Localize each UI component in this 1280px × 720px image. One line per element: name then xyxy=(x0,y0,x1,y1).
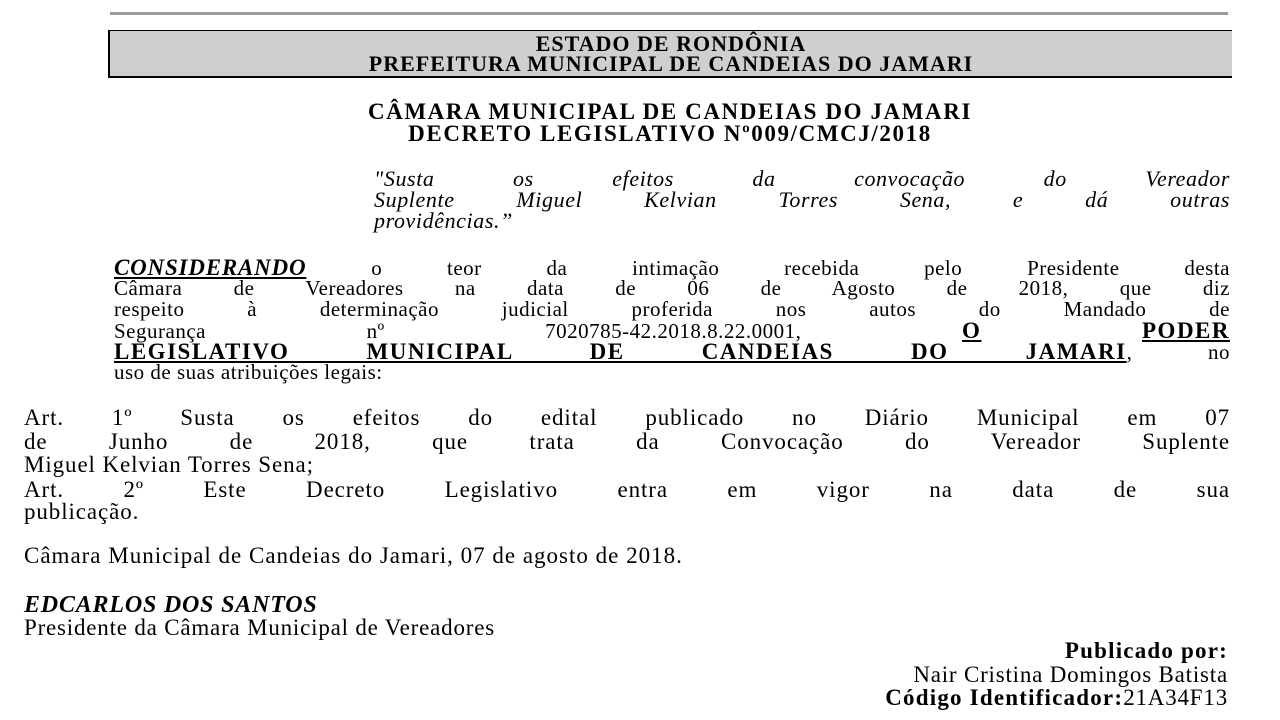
publisher-name: Nair Cristina Domingos Batista xyxy=(913,662,1228,687)
considerando-line-2: Câmara de Vereadores na data de 06 de Agosto de 2018, que diz xyxy=(114,276,1230,300)
art1-line-2: de Junho de 2018, que trata da Convocação do Vereador Suplente xyxy=(24,429,1230,454)
considerando-poder: PODER xyxy=(1142,318,1230,343)
considerando-keyword: CONSIDERANDO xyxy=(114,255,307,280)
art1-line-1: Art. 1º Susta os efeitos do edital publicado no Diário Municipal em 07 xyxy=(24,405,1230,430)
ementa-line-2: Suplente Miguel Kelvian Torres Sena, e dá outras xyxy=(374,187,1230,212)
art2-line-2: publicação. xyxy=(24,499,140,524)
ementa-line-1: "Susta os efeitos da convocação do Vereador xyxy=(374,166,1230,191)
header-state: ESTADO DE RONDÔNIA xyxy=(535,31,807,56)
identifier-code-label: Código Identificador: xyxy=(885,685,1124,710)
signer-role: Presidente da Câmara Municipal de Vereadores xyxy=(24,615,495,640)
published-by-label: Publicado por: xyxy=(1064,638,1228,663)
identifier-code: 21A34F13 xyxy=(1123,685,1228,710)
signer-name: EDCARLOS DOS SANTOS xyxy=(24,592,318,618)
considerando-legislativo: LEGISLATIVO MUNICIPAL DE CANDEIAS DO JAMARI xyxy=(114,339,1127,364)
considerando-seguranca: Segurança xyxy=(114,319,206,343)
identifier-code-line xyxy=(885,685,1228,711)
considerando-line-5-rest: , no xyxy=(1126,340,1230,364)
considerando-case-number: 7020785-42.2018.8.22.0001, xyxy=(545,319,802,343)
considerando-line-1-text: o teor da intimação recebida pelo Presidente desta xyxy=(371,256,1230,280)
considerando-o: O xyxy=(962,318,982,343)
top-rule xyxy=(110,12,1228,15)
place-date: Câmara Municipal de Candeias do Jamari, 07 de agosto de 2018. xyxy=(24,543,683,568)
considerando-numero-sign: nº xyxy=(366,319,385,343)
art2-line-1: Art. 2º Este Decreto Legislativo entra em vigor na data de sua xyxy=(24,477,1230,502)
ementa-line-3: providências.” xyxy=(374,208,513,233)
considerando-line-3: respeito à determinação judicial proferida nos autos do Mandado de xyxy=(114,297,1230,321)
header-band xyxy=(108,30,1232,78)
header-city-hall: PREFEITURA MUNICIPAL DE CANDEIAS DO JAMARI xyxy=(368,51,974,76)
chamber-title: CÂMARA MUNICIPAL DE CANDEIAS DO JAMARI xyxy=(367,99,973,124)
art1-line-3: Miguel Kelvian Torres Sena; xyxy=(24,452,314,477)
decree-title: DECRETO LEGISLATIVO Nº009/CMCJ/2018 xyxy=(408,121,932,146)
considerando-line-6: uso de suas atribuições legais: xyxy=(114,360,383,384)
